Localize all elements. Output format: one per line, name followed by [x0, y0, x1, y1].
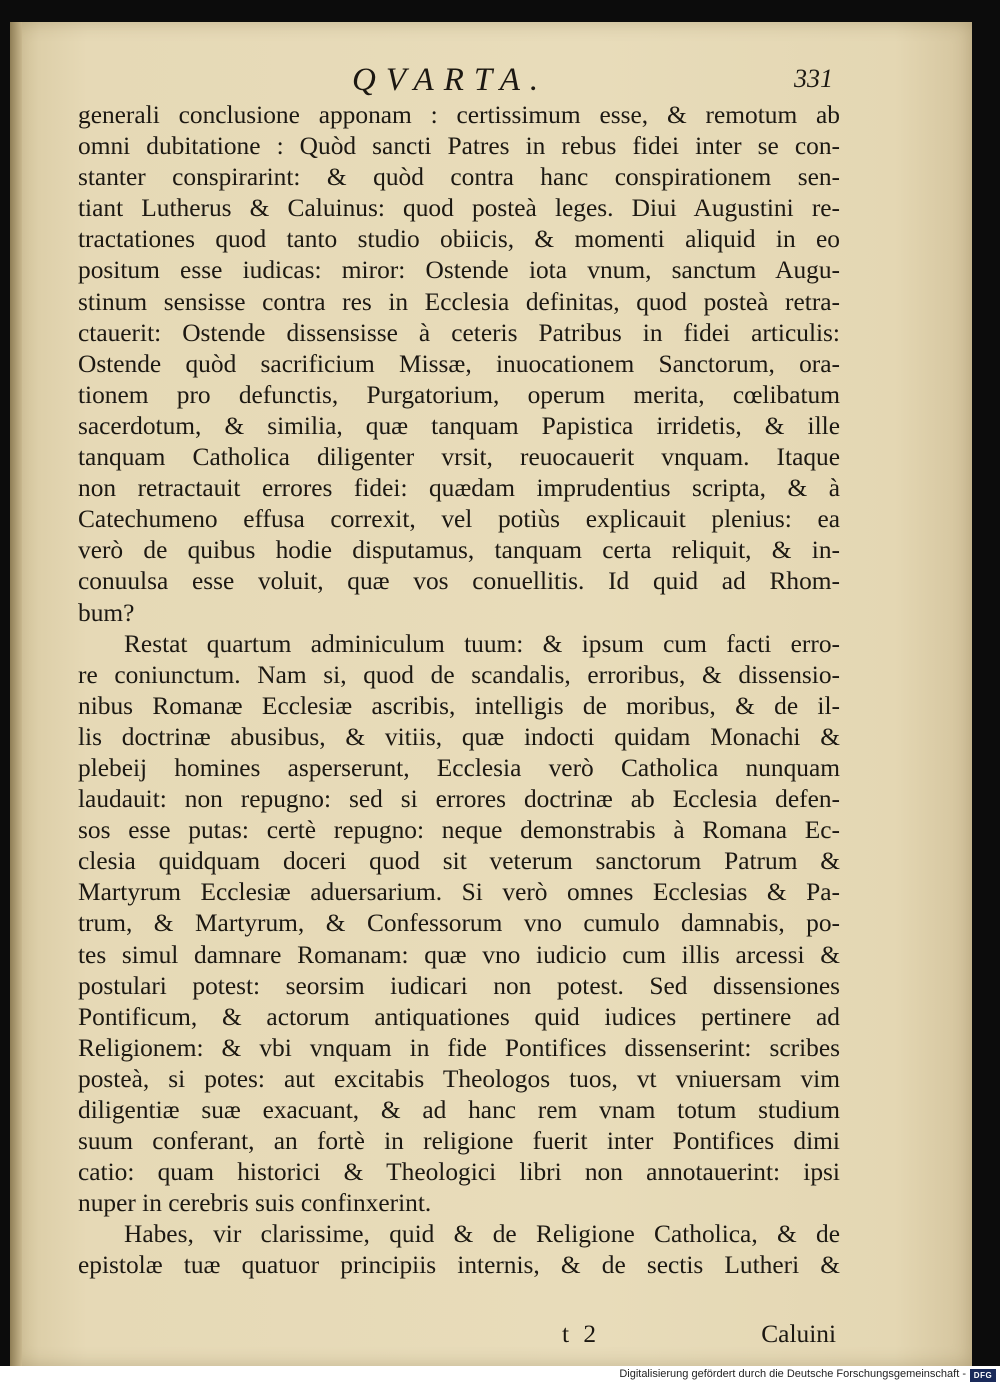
text-line: sacerdotum, & similia, quæ tanquam Papistica irridetis, & ille	[78, 411, 840, 440]
text-line: nibus Romanæ Ecclesiæ ascribis, intelligis de moribus, & de il-	[78, 691, 840, 720]
text-line: plebeij homines asperserunt, Ecclesia verò Catholica nunquam	[78, 753, 840, 782]
text-line: tanquam Catholica diligenter vrsit, reuocauerit vnquam. Itaque	[78, 443, 840, 472]
page-footer	[78, 1320, 840, 1352]
text-line: positum esse iudicas: miror: Ostende iota vnum, sanctum Augu-	[78, 256, 840, 285]
book-page	[10, 22, 972, 1366]
text-line: catio: quam historici & Theologici libri non annotauerint: ipsi	[78, 1158, 840, 1187]
text-line: suum conferant, an fortè in religione fuerit inter Pontifices dimi	[78, 1127, 840, 1156]
text-line: re coniunctum. Nam si, quod de scandalis, erroribus, & dissensio-	[78, 660, 840, 689]
dfg-logo: DFG	[970, 1369, 996, 1382]
text-line: lis doctrinæ abusibus, & vitiis, quæ indocti quidam Monachi &	[78, 722, 840, 751]
text-line: omni dubitatione : Quòd sancti Patres in rebus fidei inter se con-	[78, 132, 840, 161]
text-line: stinum sensisse contra res in Ecclesia definitas, quod posteà retra-	[78, 287, 840, 316]
text-line: stanter conspirarint: & quòd contra hanc conspirationem sen-	[78, 163, 840, 192]
text-line: posteà, si potes: aut excitabis Theologos tuos, vt vniuersam vim	[78, 1064, 840, 1093]
text-line: generali conclusione apponam : certissimum esse, & remotum ab	[78, 101, 840, 129]
text-line: verò de quibus hodie disputamus, tanquam certa reliquit, & in-	[78, 536, 840, 565]
text-line: postulari potest: seorsim iudicari non potest. Sed dissensiones	[78, 971, 840, 1000]
text-line: laudauit: non repugno: sed si errores doctrinæ ab Ecclesia defen-	[78, 785, 840, 814]
paragraph-start-line: Restat quartum adminiculum tuum: & ipsum cum facti erro-	[124, 629, 840, 658]
text-line: trum, & Martyrum, & Confessorum vno cumulo damnabis, po-	[78, 909, 840, 938]
text-line: tiant Lutherus & Caluinus: quod posteà leges. Diui Augustini re-	[78, 194, 840, 223]
running-head-title: QVARTA.	[352, 62, 549, 98]
text-line: tes simul damnare Romanam: quæ vno iudicio cum illis arcessi &	[78, 940, 840, 969]
text-line: diligentiæ suæ exacuant, & ad hanc rem vnam totum studium	[78, 1096, 840, 1124]
body-text	[78, 100, 840, 1282]
text-line: epistolæ tuæ quatuor principiis internis, & de sectis Lutheri &	[78, 1251, 840, 1280]
text-line: tionem pro defunctis, Purgatorium, operum merita, cœlibatum	[78, 380, 840, 409]
text-line: ctauerit: Ostende dissensisse à ceteris Patribus in fidei articulis:	[78, 318, 840, 347]
catchword: Caluini	[761, 1320, 836, 1348]
text-line: bum?	[78, 598, 135, 627]
text-line: Catechumeno effusa correxit, vel potiùs explicauit plenius: ea	[78, 505, 840, 534]
text-line: sos esse putas: certè repugno: neque demonstrabis à Romana Ec-	[78, 816, 840, 845]
text-line: clesia quidquam doceri quod sit veterum sanctorum Patrum &	[78, 847, 840, 876]
text-line: Martyrum Ecclesiæ aduersarium. Si verò omnes Ecclesias & Pa-	[78, 878, 840, 907]
digitization-credit: Digitalisierung gefördert durch die Deutsche Forschungsgemeinschaft -	[619, 1368, 966, 1380]
text-line: Religionem: & vbi vnquam in fide Pontifices dissenserint: scribes	[78, 1033, 840, 1062]
text-line: Pontificum, & actorum antiquationes quid iudices pertinere ad	[78, 1002, 840, 1031]
text-line: nuper in cerebris suis confinxerint.	[78, 1189, 432, 1218]
paragraph-start-line: Habes, vir clarissime, quid & de Religione Catholica, & de	[124, 1220, 840, 1249]
page-gutter	[10, 22, 22, 1366]
running-head	[10, 62, 972, 102]
text-line: non retractauit errores fidei: quædam imprudentius scripta, & à	[78, 474, 840, 503]
text-line: tractationes quod tanto studio obiicis, & momenti aliquid in eo	[78, 225, 840, 254]
text-line: Ostende quòd sacrificium Missæ, inuocationem Sanctorum, ora-	[78, 349, 840, 378]
signature-mark: t 2	[562, 1320, 601, 1348]
page-number: 331	[794, 64, 833, 93]
text-line: conuulsa esse voluit, quæ vos conuellitis. Id quid ad Rhom-	[78, 567, 840, 596]
